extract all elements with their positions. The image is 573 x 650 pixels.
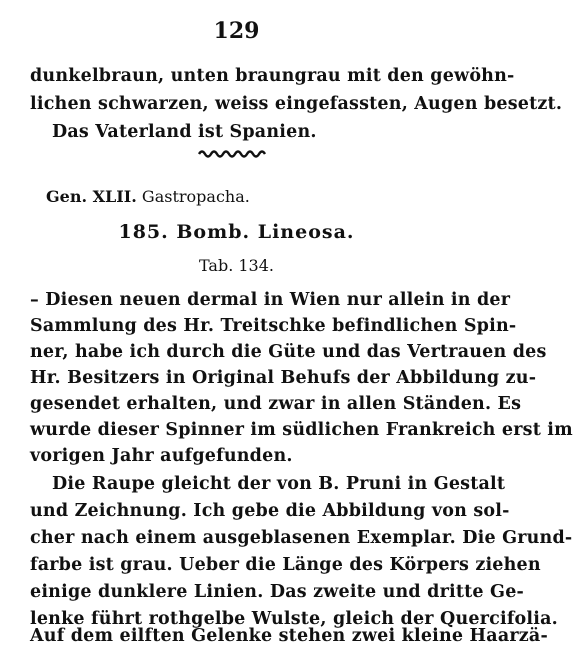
intro-line: Das Vaterland ist Spanien.	[52, 122, 317, 142]
paragraph-line: Hr. Besitzers in Original Behufs der Abbildung zu-	[30, 368, 537, 388]
paragraph-line: einige dunklere Linien. Das zweite und dritte Ge-	[30, 582, 524, 602]
paragraph-line: farbe ist grau. Ueber die Länge des Körpers ziehen	[30, 555, 541, 575]
genus-heading	[46, 184, 250, 210]
paragraph-line: ner, habe ich durch die Güte und das Vertrauen des	[30, 342, 547, 362]
paragraph-line: und Zeichnung. Ich gebe die Abbildung von sol-	[30, 501, 510, 521]
intro-line: lichen schwarzen, weiss eingefassten, Augen besetzt.	[30, 94, 563, 114]
paragraph-line: wurde dieser Spinner im südlichen Frankreich erst im	[30, 420, 573, 440]
ornament-divider	[197, 148, 267, 160]
paragraph-line: vorigen Jahr aufgefunden.	[30, 446, 293, 466]
plate-reference: Tab. 134.	[198, 256, 274, 275]
genus-label: Gen. XLII.	[46, 187, 137, 206]
paragraph-line: lenke führt rothgelbe Wulste, gleich der Quercifolia.	[30, 609, 558, 629]
species-heading: 185. Bomb. Lineosa.	[118, 221, 355, 243]
paragraph-line: cher nach einem ausgeblasenen Exemplar. Die Grund-	[30, 528, 573, 548]
page-number: 129	[213, 18, 260, 44]
paragraph-line: – Diesen neuen dermal in Wien nur allein in der	[30, 290, 511, 310]
genus-name: Gastropacha.	[141, 187, 250, 206]
intro-line: dunkelbraun, unten braungrau mit den gewöhn-	[30, 66, 515, 86]
paragraph-line: gesendet erhalten, und zwar in allen Ständen. Es	[30, 394, 522, 414]
paragraph-line: Die Raupe gleicht der von B. Pruni in Gestalt	[52, 474, 506, 494]
paragraph-line: Sammlung des Hr. Treitschke befindlichen Spin-	[30, 316, 517, 336]
paragraph-line: Auf dem eilften Gelenke stehen zwei kleine Haarzä-	[30, 626, 548, 646]
